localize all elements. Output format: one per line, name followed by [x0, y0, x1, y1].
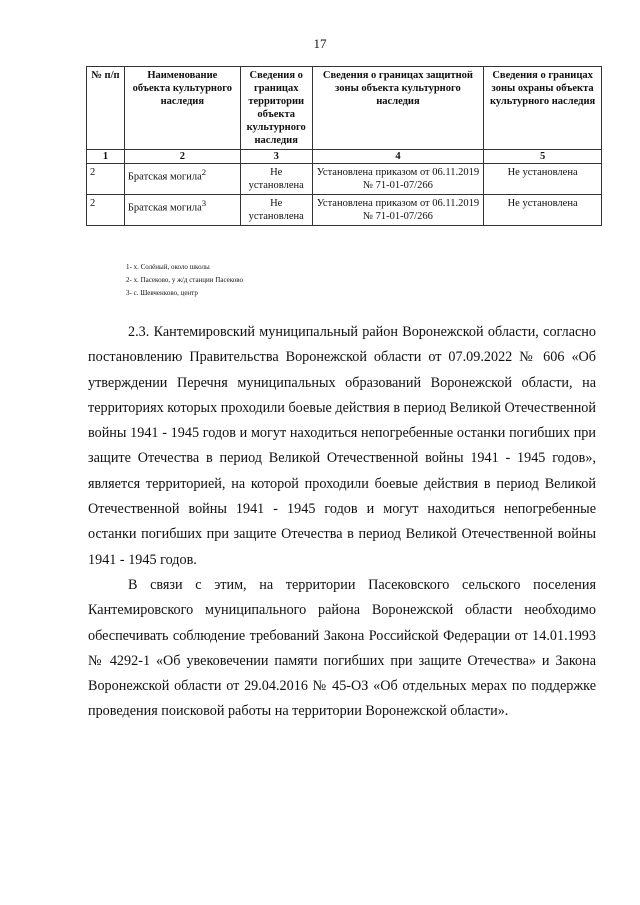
footnote-ref: 2	[201, 167, 207, 177]
footnote: 2- х. Пасеково, у ж/д станции Пасеково	[126, 276, 244, 284]
row-number: 2	[87, 195, 125, 226]
row-number: 2	[87, 164, 125, 195]
header-object-name: Наименование объекта культурного наследия	[124, 67, 240, 150]
table-header-row	[87, 67, 602, 150]
column-number: 4	[312, 150, 484, 164]
footnote: 3- с. Шевченково, центр	[126, 289, 198, 297]
column-number: 5	[484, 150, 602, 164]
footnote: 1- х. Солёный, около школы	[126, 263, 210, 271]
header-territory: Сведения о границах территории объекта культурного наследия	[240, 67, 312, 150]
object-name: Братская могила	[127, 202, 202, 214]
territory-cell: Не установлена	[240, 195, 312, 226]
table-row	[87, 164, 602, 195]
page-number: 17	[313, 36, 327, 51]
column-number-row	[87, 150, 602, 164]
heritage-table	[86, 66, 602, 226]
column-number: 2	[124, 150, 240, 164]
column-number: 1	[87, 150, 125, 164]
header-security-zone: Сведения о границах зоны охраны объекта культурного наследия	[484, 67, 602, 150]
object-name: Братская могила	[127, 171, 202, 183]
header-protective-zone: Сведения о границах защитной зоны объекта культурного наследия	[312, 67, 484, 150]
footnotes	[126, 261, 243, 300]
object-name-cell	[124, 195, 240, 226]
security-zone-cell: Не установлена	[484, 164, 602, 195]
footnote-ref: 3	[201, 198, 207, 208]
protective-zone-cell: Установлена приказом от 06.11.2019 № 71-01-07/266	[312, 195, 484, 226]
table-row	[87, 195, 602, 226]
column-number: 3	[240, 150, 312, 164]
object-name-cell	[124, 164, 240, 195]
body-text	[88, 320, 596, 725]
paragraph-requirements: В связи с этим, на территории Пасековского сельского поселения Кантемировского муниципального района Воронежской области необходимо обеспечивать соблюдение требований Закона Российской Федерации от 14.01.1993 № 4292-1 «Об увековечении памяти погибших при защите Отечества» и Закона Воронежской области от 29.04.2016 № 45-ОЗ «Об отдельных мерах по поддержке проведения поисковой работы на территории Воронежской области».	[88, 576, 596, 720]
territory-cell: Не установлена	[240, 164, 312, 195]
security-zone-cell: Не установлена	[484, 195, 602, 226]
paragraph-2-3: 2.3. Кантемировский муниципальный район Воронежской области, согласно постановлению Правительства Воронежской области от 07.09.2022 № 606 «Об утверждении Перечня муниципальных образований Воронежской области, на территориях которых проходили боевые действия в период Великой Отечественной войны 1941 - 1945 годов и могут находиться непогребенные останки погибших при защите Отечества в период Великой Отечественной войны 1941 - 1945 годов», является территорией, на которой проходили боевые действия в период Великой Отечественной войны 1941 - 1945 годов и могут находиться непогребенные останки погибших при защите Отечества в период Великой Отечественной войны 1941 - 1945 годов.	[88, 324, 596, 568]
header-number: № п/п	[87, 67, 125, 150]
protective-zone-cell: Установлена приказом от 06.11.2019 № 71-01-07/266	[312, 164, 484, 195]
